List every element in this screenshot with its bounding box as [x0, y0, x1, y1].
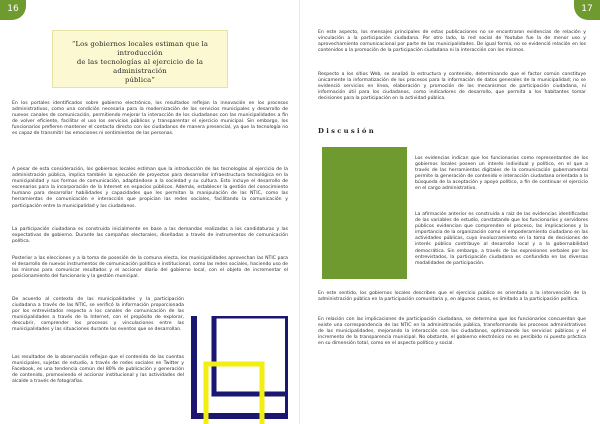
navy-inner-frame	[214, 316, 288, 394]
right-paragraph-3: Los evidencias indican que los funcionarios como representantes de los gobiernos locales poseen un interés individual y político, en el que a través de las herramientas digitales de la comunicación gubernamental permite la generación de contenido e interacción ciudadana orientada a la búsqueda de la aceptación y apoyo político, a fin de continuar el ejercicio en el cargo administrativo.	[415, 156, 588, 192]
pull-quote-line-2: de las tecnologías al ejercicio de la administración	[76, 58, 204, 75]
left-paragraph-2: A pesar de esta consideración, los gobiernos locales estiman que la introducción de las tecnologías al ejercicio de la administración pública, implica también la ejecución de proyectos para desarrollar infraestructura tecnológica en la municipalidad y sus formas de comunicación, adaptándose a la sociedad y su cultura. Esto incluye el desarrollo de escenarios para la incorporación de la Internet en espacios públicos. Además, establecer la gestión del conocimiento humano para desarrollar habilidades y capacidades que les permitan la manipulación de las NTIC, como las herramientas de comunicación e interacción que propician las redes sociales, facilitando la comunicación y participación entre la municipalidad y los ciudadanos.	[12, 167, 288, 209]
page-number-left: 16	[0, 0, 26, 20]
pull-quote-box	[52, 30, 228, 88]
pull-quote-line-1: “Los gobiernos locales estiman que la introducción	[71, 40, 209, 57]
right-paragraph-4: La afirmación anterior es construida a raíz de las evidencias identificadas de las variables de estudio, constatando que los funcionarios y servidores públicos evidencian que comprenden el proceso, las implicaciones y la importancia de la organización como el empoderamiento ciudadano en las actividades públicas, cuyo involucramiento en la toma de decisiones de interés público contribuye al desarrollo local y a la gobernabilidad democrática. Sin embargo, a través de las expresiones verbales por los entrevistados, la participación ciudadana es confundida en las diversas modalidades de participación.	[415, 212, 588, 266]
right-paragraph-5: En este sentido, los gobiernos locales describen que el ejercicio público es orientado a la intervención de la administración pública en la participación comunitaria y, en algunos casos, es limitado a la participación política.	[318, 291, 586, 303]
section-heading: Discusión	[318, 127, 376, 135]
page-number-right: 17	[574, 0, 600, 20]
left-paragraph-1: En los portales identificados sobre gobierno electrónico, los resultados reflejan la innovación en los procesos administrativos, como una condición necesaria para la modernización de los servicios municipales y desarrollo de nuevos canales de comunicación, permitiendo mejorar la interacción de los ciudadanos con las municipalidades a fin de volver eficiente, facilitar el uso los servicios públicos y transparentar el ejercicio municipal. Sin embargo, los funcionarios prefieren mantener el contacto directo con los ciudadanos de manera presencial, ya que la tecnología no es capaz de transmitir las emociones ni sentimientos de las personas.	[12, 101, 288, 137]
green-accent-block	[322, 147, 407, 279]
left-paragraph-6: Los resultados de la observación reflejan que el contenido de las cuentas municipales, sujetas de estudio, a través de redes sociales en Twitter y Facebook, es una tendencia común del 80% de publicación y generación de contenido, promoviendo el accionar institucional y las actividades del alcalde a través de fotografías.	[12, 355, 184, 385]
right-paragraph-1: En este aspecto, los mensajes principales de estas publicaciones no se encontraron evidencias de relación y vinculación a la participación ciudadana. Por otro lado, la red social de Youtube fue la de menor uso y aprovechamiento comunicacional por parte de las municipalidades. De igual forma, no se evidenció relación en los contenidos a la promoción de la participación ciudadana ni la interacción con los mismos.	[318, 30, 586, 54]
decorative-line-graphic	[188, 316, 288, 424]
right-paragraph-2: Respecto a los sitios Web, se analizó la estructura y contenido, determinando que el factor común constituye únicamente la informatización de los procesos para la información de datos generales de la municipalidad; no se evidenció servicios en línea, elaboración y promoción de los mecanismos de participación ciudadana, ni información útil para los ciudadanos, como indicadores de desarrollo, que permita a los habitantes tomar decisiones para la participación en la actividad pública.	[318, 72, 586, 102]
pull-quote-line-3: pública”	[125, 76, 155, 84]
left-paragraph-3: La participación ciudadana es construida inicialmente en base a las demandas realizadas a los candidaturas y las expectativas de gobierno. Durante las campañas electorales, diseñadas a través de instrumentos de comunicación política.	[12, 227, 288, 245]
right-paragraph-6: En relación con las implicaciones de participación ciudadana, se determina que los funcionarios concuerdan que existe una correspondencia de las NTIC en la administración pública, transformando los procesos administrativos de las municipalidades, mejorando la interacción con los ciudadanos, optimizando los servicios públicos y el incremento de la transparencia municipal. No obstante, el gobierno electrónico no es percibido ni puesto práctica en su dimensión total, como en el aspecto político y social.	[318, 317, 586, 347]
left-paragraph-4: Posterior a las elecciones y a la toma de posesión de la comuna electa, los municipalidades aprovechan las NTIC para el desarrollo de nuevos instrumentos de comunicación política e institucional, como las redes sociales, haciendo uso de las mismas para comunicar resultados y el accionar diario del gobierno local, con el objeto de incrementar el posicionamiento del funcionario y la gestión municipal.	[12, 256, 288, 280]
left-paragraph-5: De acuerdo al contexto de las municipalidades y la participación ciudadana a través de las NTIC, se verificó la información proporcionada por los entrevistados respecto a los canales de comunicación de las municipalidades a través de la Internet, con el propósito de explorar, descubrir, comprender los procesos y vinculaciones entre las municipalidades y las situaciones durante los eventos que se desarrollan.	[12, 297, 184, 333]
